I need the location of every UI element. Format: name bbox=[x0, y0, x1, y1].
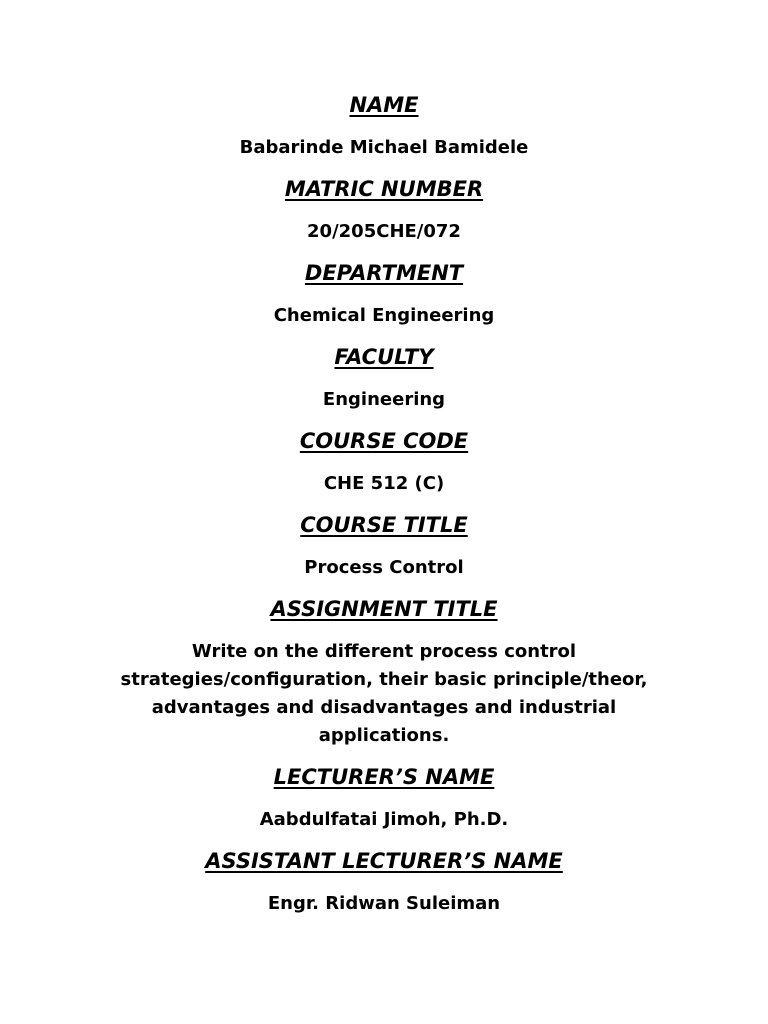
assistant-lecturer-name-section bbox=[0, 846, 768, 918]
course-code-section bbox=[0, 426, 768, 498]
faculty-heading: FACULTY bbox=[334, 345, 434, 369]
name-value: Babarinde Michael Bamidele bbox=[239, 137, 529, 158]
course-code-heading: COURSE CODE bbox=[299, 429, 469, 453]
course-title-value: Process Control bbox=[304, 557, 464, 578]
department-heading: DEPARTMENT bbox=[304, 261, 464, 285]
matric-number-section bbox=[0, 174, 768, 246]
assignment-title-value: Write on the different process control strategies/configuration, their basic principle/theor, advantages and disadvantages and industrial applications. bbox=[120, 641, 648, 746]
name-section bbox=[0, 90, 768, 162]
assistant-lecturer-name-value: Engr. Ridwan Suleiman bbox=[267, 893, 501, 914]
faculty-value: Engineering bbox=[322, 389, 446, 410]
department-section bbox=[0, 258, 768, 330]
course-title-heading: COURSE TITLE bbox=[300, 513, 468, 537]
matric-number-heading: MATRIC NUMBER bbox=[284, 177, 484, 201]
name-heading: NAME bbox=[349, 93, 419, 117]
lecturer-name-value: Aabdulfatai Jimoh, Ph.D. bbox=[259, 809, 509, 830]
course-title-section bbox=[0, 510, 768, 582]
course-code-value: CHE 512 (C) bbox=[323, 473, 445, 494]
assignment-title-heading: ASSIGNMENT TITLE bbox=[270, 597, 498, 621]
matric-number-value: 20/205CHE/072 bbox=[307, 221, 461, 242]
assignment-title-section bbox=[0, 594, 768, 750]
lecturer-name-section bbox=[0, 762, 768, 834]
lecturer-name-heading: LECTURER’S NAME bbox=[273, 765, 495, 789]
faculty-section bbox=[0, 342, 768, 414]
assistant-lecturer-name-heading: ASSISTANT LECTURER’S NAME bbox=[205, 849, 563, 873]
department-value: Chemical Engineering bbox=[273, 305, 495, 326]
